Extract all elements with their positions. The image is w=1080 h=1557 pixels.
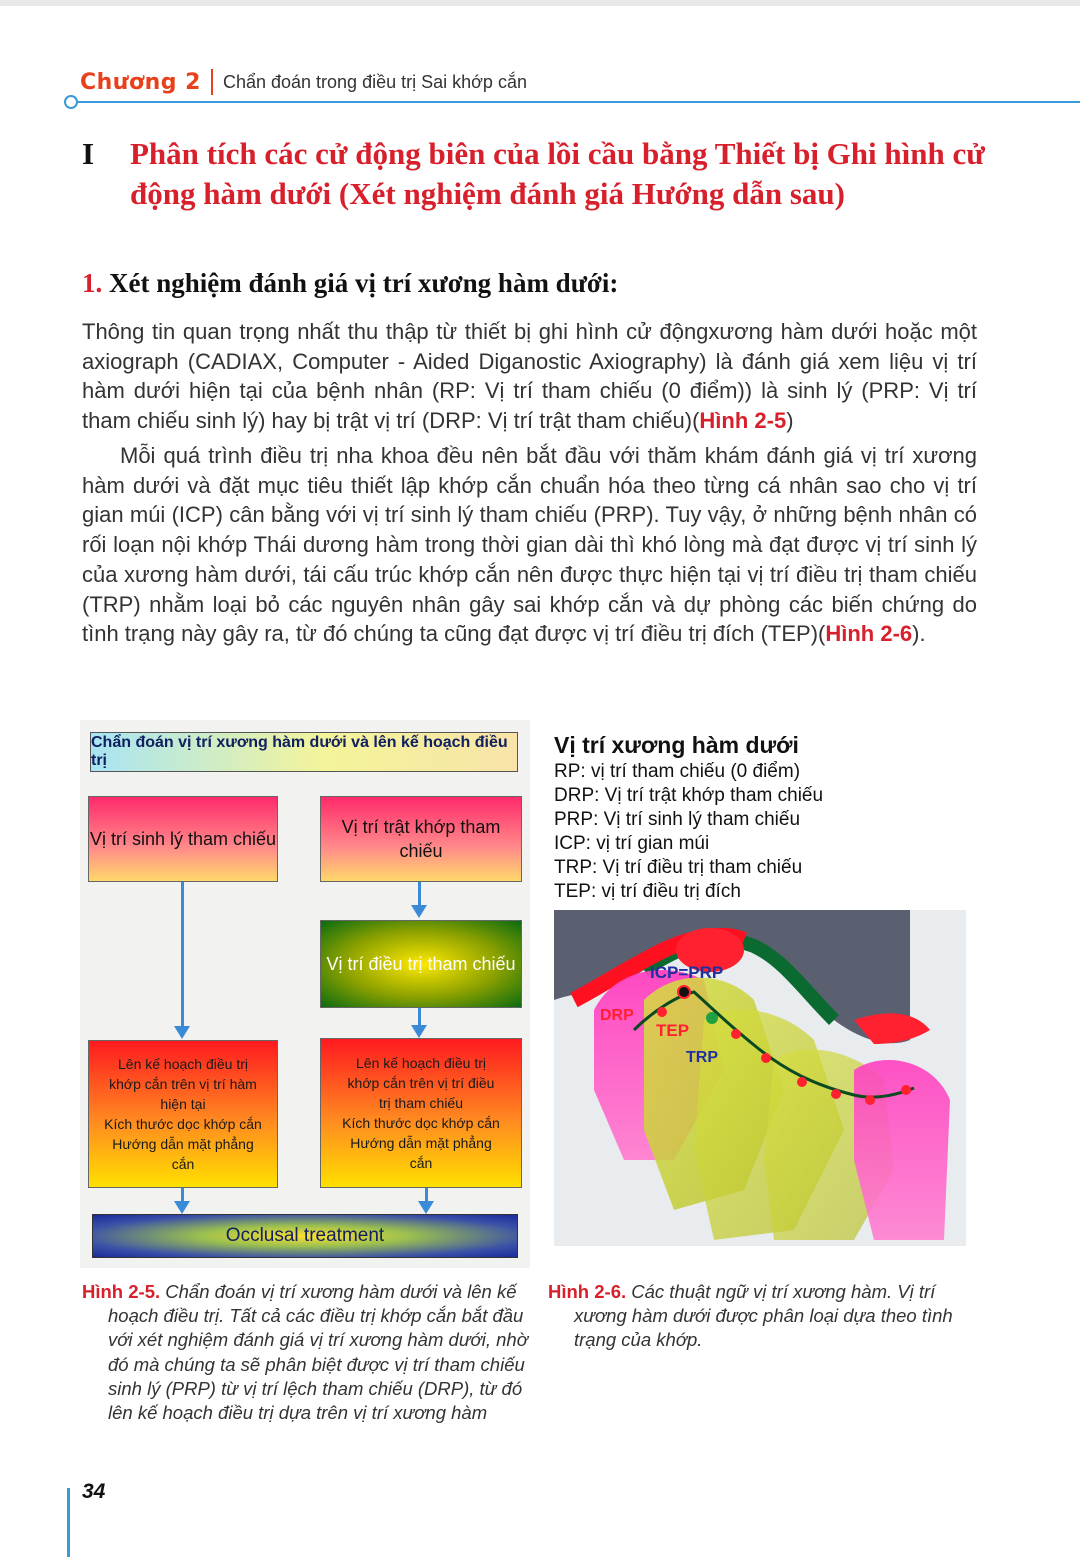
box-displaced-reference: Vị trí trật khớp tham chiếu [320, 796, 522, 882]
legend-item-icp: ICP: vị trí gian múi [554, 833, 710, 854]
arrow-down-icon [425, 1188, 428, 1202]
figure-2-5-flowchart [80, 720, 530, 1268]
running-header [80, 66, 527, 98]
legend-item-drp: DRP: Vị trí trật khớp tham chiếu [554, 785, 824, 806]
plan-right-line: Kích thước dọc khớp cắn [342, 1115, 500, 1131]
paragraph-2-text: Mỗi quá trình điều trị nha khoa đều nên bắt đầu với thăm khám đánh giá vị trí xương hàm dưới và đặt mục tiêu thiết lập khớp cắn chuẩn hóa theo từng cá nhân sao cho vị trí gian múi (ICP) cân bằng với vị trí sinh lý tham chiếu (PRP). Tuy vậy, ở những bệnh nhân có rối loạn nội khớp Thái dương hàm trong thời gian dài thì khó lòng mà đạt được vị trí sinh lý của xương hàm dưới, tái cấu trúc khớp cắn nên được thực hiện tại vị trí điều trị tham chiếu (TRP) nhằm loại bỏ các nguyên nhân gây sai khớp cắn và dự phòng các biến chứng do tình trạng này gây ra, từ đó chúng ta cũng đạt được vị trí điều trị đích (TEP)( [82, 443, 977, 647]
legend-item-trp: TRP: Vị trí điều trị tham chiếu [554, 857, 803, 878]
figure-ref-2-6[interactable]: Hình 2-6 [825, 621, 913, 647]
plan-left-line: Hướng dẫn mặt phẳng [112, 1136, 254, 1152]
label-tep: TEP [656, 1021, 690, 1040]
caption-label-2-5: Hình 2-5. [82, 1281, 161, 1302]
header-rule [72, 101, 1080, 103]
plan-right-line: cắn [409, 1155, 433, 1171]
plan-right-line: khớp cắn trên vị trí điều [347, 1075, 495, 1091]
caption-figure-2-6 [548, 1280, 978, 1353]
arrow-down-icon [418, 882, 421, 906]
header-rule-dot [64, 95, 78, 109]
plan-right-line: Hướng dẫn mặt phẳng [350, 1135, 492, 1151]
paragraph-2 [82, 441, 977, 649]
plan-left-line: cắn [171, 1156, 195, 1172]
paragraph-2-end: ). [912, 621, 926, 647]
figure-ref-2-5[interactable]: Hình 2-5 [699, 408, 787, 434]
caption-text-2-5: Chẩn đoán vị trí xương hàm dưới và lên kế hoạch điều trị. Tất cả các điều trị khớp cắn bắt đầu với xét nghiệm đánh giá vị trí xương hàm dưới, nhờ đó mà chúng ta sẽ phân biệt được vị trí tham chiếu sinh lý (PRP) từ vị trí lệch tham chiếu (DRP), từ đó lên kế hoạch điều trị dựa trên vị trí xương hàm [108, 1281, 528, 1424]
box-occlusal-treatment: Occlusal treatment [92, 1214, 518, 1258]
caption-text-2-6: Các thuật ngữ vị trí xương hàm. Vị trí xương hàm dưới được phân loại dựa theo tình trạng của khớp. [574, 1281, 953, 1351]
arrow-down-icon [181, 1188, 184, 1202]
section-number: I [82, 136, 95, 171]
legend-item-tep: TEP: vị trí điều trị đích [554, 881, 741, 902]
caption-label-2-6: Hình 2-6. [548, 1281, 627, 1302]
label-trp: TRP [686, 1049, 718, 1066]
header-title: Chẩn đoán trong điều trị Sai khớp cắn [222, 71, 527, 92]
page-number-bar [67, 1488, 70, 1557]
flowchart-header: Chẩn đoán vị trí xương hàm dưới và lên kế hoạch điều trị [90, 732, 518, 772]
legend-title: Vị trí xương hàm dưới [554, 732, 799, 758]
box-therapeutic-reference: Vị trí điều trị tham chiếu [320, 920, 522, 1008]
plan-left-line: khớp cắn trên vị trí hàm [109, 1076, 257, 1092]
caption-figure-2-5 [82, 1280, 530, 1425]
plan-right-line: trị tham chiếu [378, 1095, 464, 1111]
condyle-diagram [554, 910, 966, 1246]
page-number: 34 [82, 1480, 106, 1503]
arrow-down-icon [181, 882, 184, 1027]
plan-left-line: Lên kế hoạch điều trị [118, 1056, 248, 1072]
plan-left-line: Kích thước dọc khớp cắn [104, 1116, 262, 1132]
chapter-label: Chương 2 [80, 69, 201, 95]
paragraph-1 [82, 317, 977, 436]
paragraph-1-end: ) [786, 408, 794, 434]
section-title: Phân tích các cử động biên của lồi cầu bằng Thiết bị Ghi hình cử động hàm dưới (Xét nghiệm đánh giá Hướng dẫn sau) [130, 136, 985, 211]
subsection-title [82, 268, 618, 299]
header-divider [211, 69, 213, 95]
label-drp: DRP [600, 1007, 634, 1024]
figure-2-6-jaw-positions [548, 724, 976, 1252]
plan-right-line: Lên kế hoạch điều trị [356, 1055, 486, 1071]
legend-item-prp: PRP: Vị trí sinh lý tham chiếu [554, 809, 801, 830]
subsection-number: 1. [82, 268, 103, 298]
box-physiological-reference: Vị trí sinh lý tham chiếu [88, 796, 278, 882]
box-plan-current-position [88, 1040, 278, 1188]
paragraph-1-text: Thông tin quan trọng nhất thu thập từ thiết bị ghi hình cử độngxương hàm dưới hoặc một axiograph (CADIAX, Computer - Aided Diganostic Axiography) là đánh giá xem liệu vị trí hàm dưới hiện tại của bệnh nhân (RP: Vị trí tham chiếu (0 điểm)) là sinh lý (PRP: Vị trí tham chiếu sinh lý) hay bị trật vị trí (DRP: Vị trí trật tham chiếu)( [82, 319, 977, 434]
label-icp-prp: ICP=PRP [650, 963, 724, 982]
box-plan-therapeutic-position [320, 1038, 522, 1188]
legend-item-rp: RP: vị trí tham chiếu (0 điểm) [554, 761, 801, 782]
top-band [0, 0, 1080, 6]
subsection-text: Xét nghiệm đánh giá vị trí xương hàm dưới: [109, 268, 619, 298]
plan-left-line: hiện tại [160, 1096, 206, 1112]
arrow-down-icon [418, 1008, 421, 1026]
